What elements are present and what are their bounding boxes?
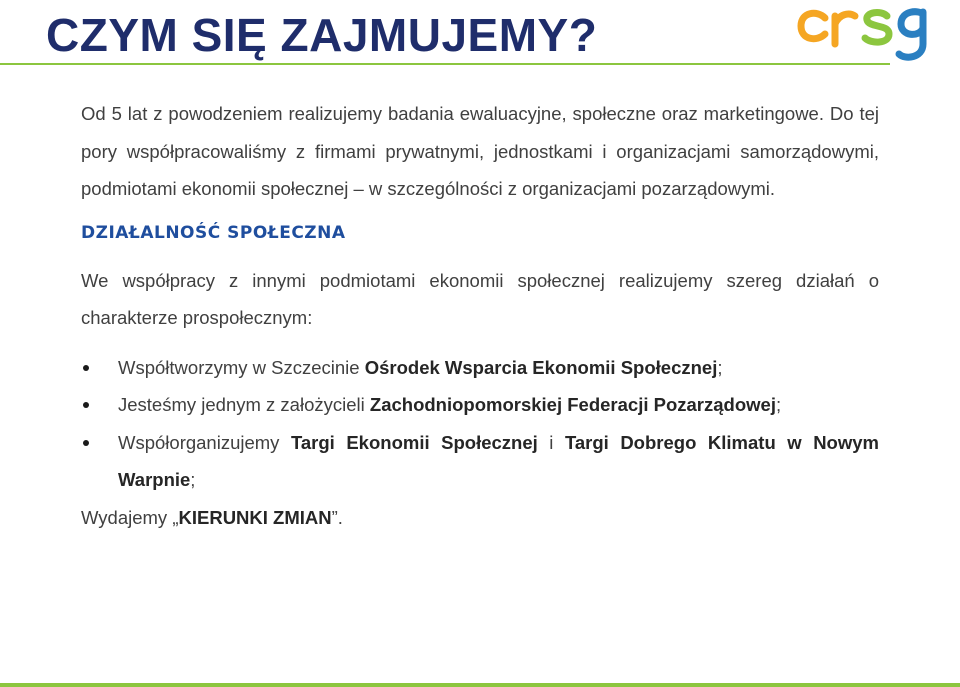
closing-suffix: ”. [331,506,343,528]
list-item [81,386,879,424]
bottom-divider [0,683,960,687]
bullet-mid: i [537,431,565,453]
closing-line [81,499,879,537]
logo-letter-r [835,14,855,44]
closing-bold: KIERUNKI ZMIAN [178,506,332,528]
bullet-suffix: ; [775,394,782,415]
bullet-bold: Targi Ekonomii Społecznej [290,431,538,453]
intro-paragraph: Od 5 lat z powodzeniem realizujemy badania ewaluacyjne, społeczne oraz marketingowe. Do tej pory współpracowaliśmy z firmami prywatnymi, jednostkami i organizacjami samorządowymi, podmiotami ekonomii społecznej – w szczególności z organizacjami pozarządowymi. [81,103,879,199]
logo-letter-g [899,12,923,57]
list-item [81,349,879,387]
bullet-icon [83,402,89,408]
logo-letter-c [801,13,825,38]
slide-content [81,95,879,536]
bullet-icon [83,365,89,371]
slide-title: CZYM SIĘ ZAJMUJEMY? [46,9,598,61]
bullet-bold: Ośrodek Wsparcia Ekonomii Społecznej [364,356,718,378]
list-item [81,424,879,499]
section-heading: DZIAŁALNOŚĆ SPOŁECZNA [81,222,346,243]
logo-letter-s [865,13,889,43]
title-divider [0,63,890,65]
bullet-suffix: ; [717,356,723,378]
crsg-logo [795,0,935,66]
bullet-text: Jesteśmy jednym z założycieli [118,394,370,415]
bullet-suffix: ; [190,469,196,490]
bullet-bold-2: Targi Dobrego Klimatu w Nowym Warpnie [118,431,879,490]
section-lead: We współpracy z innymi podmiotami ekonomii społecznej realizujemy szereg działań o charakterze prospołecznym: [81,269,879,328]
bullet-text: Współorganizujemy [118,431,291,453]
closing-prefix: Wydajemy „ [81,506,179,528]
bullet-bold: Zachodniopomorskiej Federacji Pozarządowej [369,394,776,415]
bullet-icon [83,440,89,446]
activities-list [81,349,879,499]
bullet-text: Współtworzymy w Szczecinie [118,356,365,378]
